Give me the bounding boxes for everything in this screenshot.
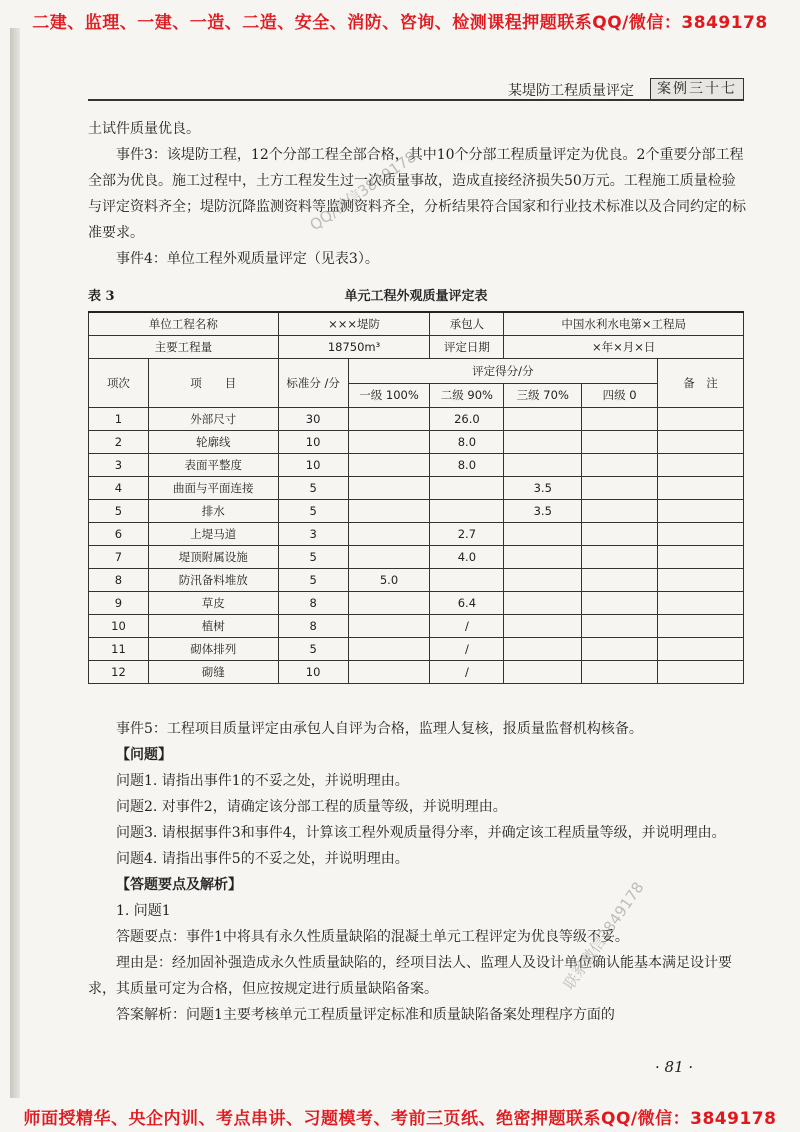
row-grade-4 <box>582 546 658 569</box>
row-grade-1 <box>348 638 430 661</box>
grade-4-header: 四级 0 <box>582 383 658 408</box>
grade-2-header: 二级 90% <box>430 383 504 408</box>
row-remark <box>658 661 744 684</box>
running-title: 某堤防工程质量评定 <box>508 83 634 99</box>
row-grade-3: 3.5 <box>504 500 582 523</box>
row-grade-1 <box>348 546 430 569</box>
row-std: 5 <box>278 546 348 569</box>
table-row <box>89 661 744 684</box>
upper-text <box>88 116 748 272</box>
table-caption <box>88 285 744 305</box>
row-std: 5 <box>278 500 348 523</box>
row-grade-2: 8.0 <box>430 431 504 454</box>
case-label: 案例三十七 <box>650 78 744 100</box>
row-grade-1 <box>348 431 430 454</box>
answer-line: 理由是：经加固补强造成永久性质量缺陷的，经项目法人、监理人及设计单位确认能基本满足设计要求，其质量可定为合格，但应按规定进行质量缺陷备案。 <box>88 955 732 997</box>
row-grade-3 <box>504 408 582 431</box>
row-std: 8 <box>278 615 348 638</box>
unit-name-value: ×××堤防 <box>278 312 430 336</box>
row-grade-3 <box>504 523 582 546</box>
row-grade-4 <box>582 523 658 546</box>
col-header-no: 项次 <box>89 359 149 408</box>
row-grade-3 <box>504 615 582 638</box>
row-no: 4 <box>89 477 149 500</box>
row-grade-3 <box>504 638 582 661</box>
row-remark <box>658 408 744 431</box>
row-no: 9 <box>89 592 149 615</box>
row-no: 2 <box>89 431 149 454</box>
table-row <box>89 638 744 661</box>
row-grade-3 <box>504 546 582 569</box>
table-row <box>89 454 744 477</box>
row-grade-4 <box>582 661 658 684</box>
row-grade-4 <box>582 477 658 500</box>
row-grade-2: 6.4 <box>430 592 504 615</box>
row-remark <box>658 615 744 638</box>
row-remark <box>658 638 744 661</box>
row-std: 10 <box>278 454 348 477</box>
answer-line: 答案解析：问题1主要考核单元工程质量评定标准和质量缺陷备案处理程序方面的 <box>116 1007 615 1023</box>
row-grade-3 <box>504 569 582 592</box>
table-row <box>89 615 744 638</box>
col-header-item: 项 目 <box>148 359 278 408</box>
table-row <box>89 431 744 454</box>
row-grade-3 <box>504 431 582 454</box>
row-std: 5 <box>278 477 348 500</box>
row-item: 防汛备料堆放 <box>148 569 278 592</box>
bottom-banner: 师面授精华、央企内训、考点串讲、习题模考、考前三页纸、绝密押题联系QQ/微信：3849178 <box>23 1109 777 1129</box>
row-no: 5 <box>89 500 149 523</box>
question-3: 问题3. 请根据事件3和事件4，计算该工程外观质量得分率，并确定该工程质量等级，并说明理由。 <box>116 825 726 841</box>
answers-heading: 【答题要点及解析】 <box>116 877 242 893</box>
table-row <box>89 569 744 592</box>
row-grade-2: 26.0 <box>430 408 504 431</box>
quantity-label: 主要工程量 <box>89 336 279 359</box>
row-remark <box>658 431 744 454</box>
row-grade-2: / <box>430 615 504 638</box>
row-no: 7 <box>89 546 149 569</box>
row-item: 曲面与平面连接 <box>148 477 278 500</box>
answer-line: 1. 问题1 <box>116 903 171 919</box>
row-remark <box>658 592 744 615</box>
answer-line: 答题要点：事件1中将具有永久性质量缺陷的混凝土单元工程评定为优良等级不妥。 <box>116 929 629 945</box>
table-row <box>89 523 744 546</box>
row-grade-4 <box>582 431 658 454</box>
row-grade-1 <box>348 454 430 477</box>
header-rule <box>88 99 744 101</box>
row-grade-3 <box>504 592 582 615</box>
row-grade-4 <box>582 500 658 523</box>
row-remark <box>658 477 744 500</box>
grade-1-header: 一级 100% <box>348 383 430 408</box>
row-no: 3 <box>89 454 149 477</box>
row-grade-1 <box>348 615 430 638</box>
row-no: 6 <box>89 523 149 546</box>
watermark: 联系微信3849178 <box>560 878 648 993</box>
question-4: 问题4. 请指出事件5的不妥之处，并说明理由。 <box>116 851 409 867</box>
row-grade-4 <box>582 615 658 638</box>
date-value: ×年×月×日 <box>504 336 744 359</box>
table-title: 单元工程外观质量评定表 <box>344 289 488 304</box>
paragraph: 土试件质量优良。 <box>88 121 200 137</box>
row-no: 1 <box>89 408 149 431</box>
page-header <box>88 78 744 100</box>
page-number: · 81 · <box>655 1058 694 1076</box>
row-item: 外部尺寸 <box>148 408 278 431</box>
row-remark <box>658 523 744 546</box>
row-std: 30 <box>278 408 348 431</box>
questions-heading: 【问题】 <box>116 747 172 763</box>
row-grade-4 <box>582 569 658 592</box>
row-item: 上堤马道 <box>148 523 278 546</box>
quantity-value: 18750m³ <box>278 336 430 359</box>
appearance-quality-table <box>88 311 744 684</box>
row-grade-4 <box>582 408 658 431</box>
row-grade-2 <box>430 500 504 523</box>
row-item: 表面平整度 <box>148 454 278 477</box>
row-item: 植树 <box>148 615 278 638</box>
table-row <box>89 546 744 569</box>
row-grade-3 <box>504 454 582 477</box>
contractor-label: 承包人 <box>430 312 504 336</box>
row-grade-3 <box>504 661 582 684</box>
col-header-remark: 备 注 <box>658 359 744 408</box>
row-item: 砌体排列 <box>148 638 278 661</box>
book-spine-shadow <box>10 28 20 1098</box>
row-grade-2: / <box>430 661 504 684</box>
row-grade-4 <box>582 454 658 477</box>
row-grade-1 <box>348 592 430 615</box>
paragraph-event4: 事件4：单位工程外观质量评定（见表3）。 <box>116 251 379 267</box>
row-grade-2 <box>430 569 504 592</box>
row-no: 8 <box>89 569 149 592</box>
row-item: 堤顶附属设施 <box>148 546 278 569</box>
row-remark <box>658 454 744 477</box>
row-grade-2: 4.0 <box>430 546 504 569</box>
row-grade-4 <box>582 592 658 615</box>
contractor-value: 中国水利水电第×工程局 <box>504 312 744 336</box>
paragraph-event5: 事件5：工程项目质量评定由承包人自评为合格，监理人复核，报质量监督机构核备。 <box>116 721 643 737</box>
row-grade-2: 8.0 <box>430 454 504 477</box>
row-grade-1 <box>348 523 430 546</box>
table-row <box>89 500 744 523</box>
row-std: 8 <box>278 592 348 615</box>
table-row <box>89 592 744 615</box>
row-remark <box>658 569 744 592</box>
row-grade-2: 2.7 <box>430 523 504 546</box>
table-rows <box>89 408 744 684</box>
row-no: 11 <box>89 638 149 661</box>
row-std: 5 <box>278 569 348 592</box>
row-grade-1 <box>348 661 430 684</box>
row-grade-2: / <box>430 638 504 661</box>
row-no: 12 <box>89 661 149 684</box>
unit-name-label: 单位工程名称 <box>89 312 279 336</box>
row-grade-2 <box>430 477 504 500</box>
table-row <box>89 408 744 431</box>
row-item: 草皮 <box>148 592 278 615</box>
row-no: 10 <box>89 615 149 638</box>
row-grade-1: 5.0 <box>348 569 430 592</box>
watermark: QQ/微信3849178 <box>306 147 420 235</box>
row-remark <box>658 546 744 569</box>
table-row <box>89 477 744 500</box>
question-1: 问题1. 请指出事件1的不妥之处，并说明理由。 <box>116 773 409 789</box>
row-std: 3 <box>278 523 348 546</box>
row-remark <box>658 500 744 523</box>
row-grade-3: 3.5 <box>504 477 582 500</box>
row-grade-4 <box>582 638 658 661</box>
col-header-score: 评定得分/分 <box>348 359 658 384</box>
table-number: 表 3 <box>88 289 115 304</box>
question-2: 问题2. 对事件2，请确定该分部工程的质量等级，并说明理由。 <box>116 799 507 815</box>
row-grade-1 <box>348 500 430 523</box>
col-header-std: 标准分 /分 <box>278 359 348 408</box>
paragraph-event3: 事件3：该堤防工程，12个分部工程全部合格，其中10个分部工程质量评定为优良。2个重要分部工程全部为优良。施工过程中，土方工程发生过一次质量事故，造成直接经济损失50万元。工程施工质量检验与评定资料齐全；堤防沉降监测资料等监测资料齐全，分析结果符合国家和行业技术标准以及合同约定的标准要求。 <box>88 147 746 241</box>
row-std: 10 <box>278 661 348 684</box>
lower-text <box>88 716 748 1028</box>
row-grade-1 <box>348 477 430 500</box>
row-std: 10 <box>278 431 348 454</box>
row-std: 5 <box>278 638 348 661</box>
row-item: 排水 <box>148 500 278 523</box>
top-banner: 二建、监理、一建、一造、二造、安全、消防、咨询、检测课程押题联系QQ/微信：3849178 <box>32 13 768 33</box>
row-item: 砌缝 <box>148 661 278 684</box>
row-grade-1 <box>348 408 430 431</box>
row-item: 轮廓线 <box>148 431 278 454</box>
grade-3-header: 三级 70% <box>504 383 582 408</box>
date-label: 评定日期 <box>430 336 504 359</box>
